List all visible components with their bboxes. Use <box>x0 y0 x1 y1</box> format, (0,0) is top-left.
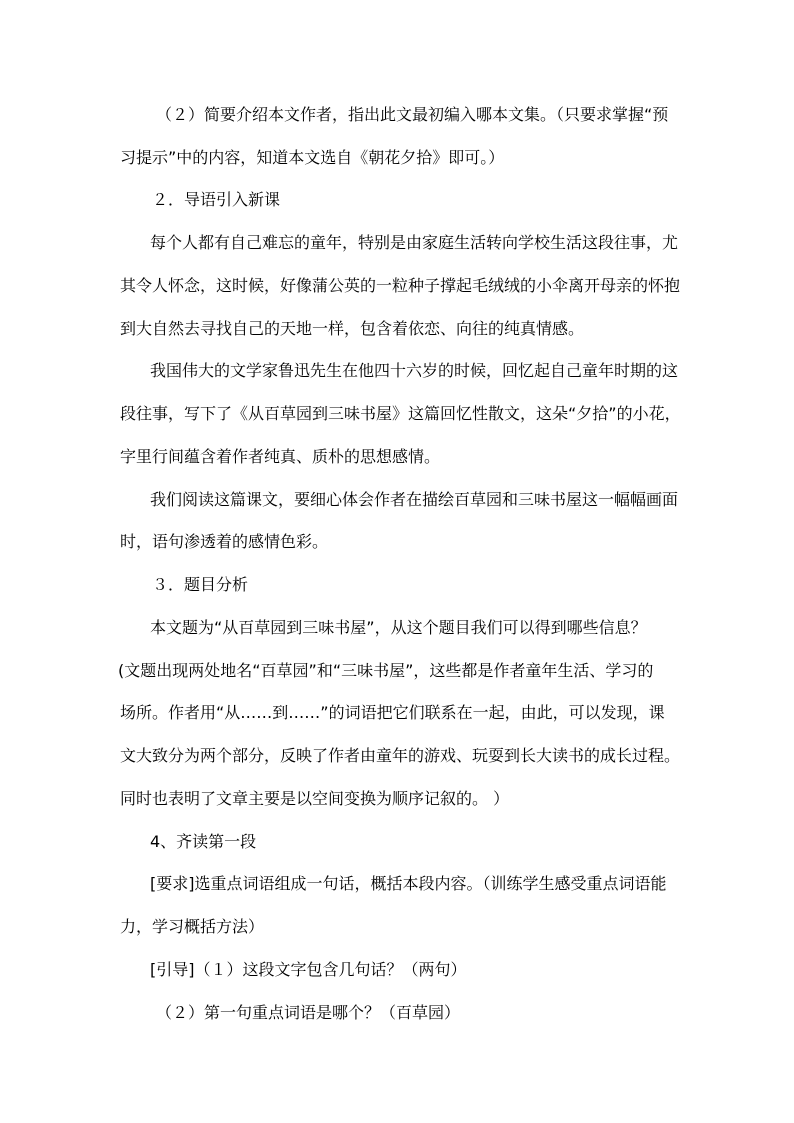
text-line-15: 场所。作者用“从……到……”的词语把它们联系在一起，由此，可以发现，课 <box>120 703 665 722</box>
text-line-14: (文题出现两处地名“百草园”和“三味书屋”，这些都是作者童年生活、学习的 <box>118 661 654 680</box>
text-line-8: 段往事，写下了《从百草园到三味书屋》这篇回忆性散文，这朵“夕拾”的小花， <box>120 404 681 423</box>
text-line-16: 文大致分为两个部分，反映了作者由童年的游戏、玩耍到长大读书的成长过程。 <box>120 746 681 765</box>
text-line-7: 我国伟大的文学家鲁迅先生在他四十六岁的时候，回忆起自己童年时期的这 <box>150 361 679 380</box>
text-line-10: 我们阅读这篇课文，要细心体会作者在描绘百草园和三味书屋这一幅幅画面 <box>150 490 679 509</box>
text-line-19: [要求]选重点词语组成一句话，概括本段内容。（训练学生感受重点词语能 <box>150 874 667 893</box>
text-line-6: 到大自然去寻找自己的天地一样，包含着依恋、向往的纯真情感。 <box>120 319 585 338</box>
section-heading-4: 4、齐读第一段 <box>150 832 257 851</box>
text-line-11: 时，语句渗透着的感情色彩。 <box>120 532 329 551</box>
text-line-13: 本文题为“从百草园到三味书屋”，从这个题目我们可以得到哪些信息？ <box>150 618 647 637</box>
text-line-9: 字里行间蕴含着作者纯真、质朴的思想感情。 <box>120 447 441 466</box>
text-line-1: （２）简要介绍本文作者，指出此文最初编入哪本文集。（只要求掌握“预 <box>156 105 669 124</box>
text-line-4: 每个人都有自己难忘的童年，特别是由家庭生活转向学校生活这段往事，尤 <box>150 233 679 252</box>
text-line-2: 习提示”中的内容，知道本文选自《朝花夕拾》即可。） <box>120 148 505 167</box>
text-line-17: 同时也表明了文章主要是以空间变换为顺序记叙的。 ） <box>120 789 510 808</box>
section-heading-3: ３．题目分析 <box>152 575 249 594</box>
text-line-21: [引导]（１）这段文字包含几句话？（两句） <box>150 960 467 979</box>
text-line-22: （２）第一句重点词语是哪个？（百草园） <box>156 1003 461 1022</box>
section-heading-2: ２．导语引入新课 <box>152 190 281 209</box>
text-line-5: 其令人怀念，这时候，好像蒲公英的一粒种子撑起毛绒绒的小伞离开母亲的怀抱 <box>120 276 681 295</box>
text-line-20: 力，学习概括方法） <box>120 917 265 936</box>
